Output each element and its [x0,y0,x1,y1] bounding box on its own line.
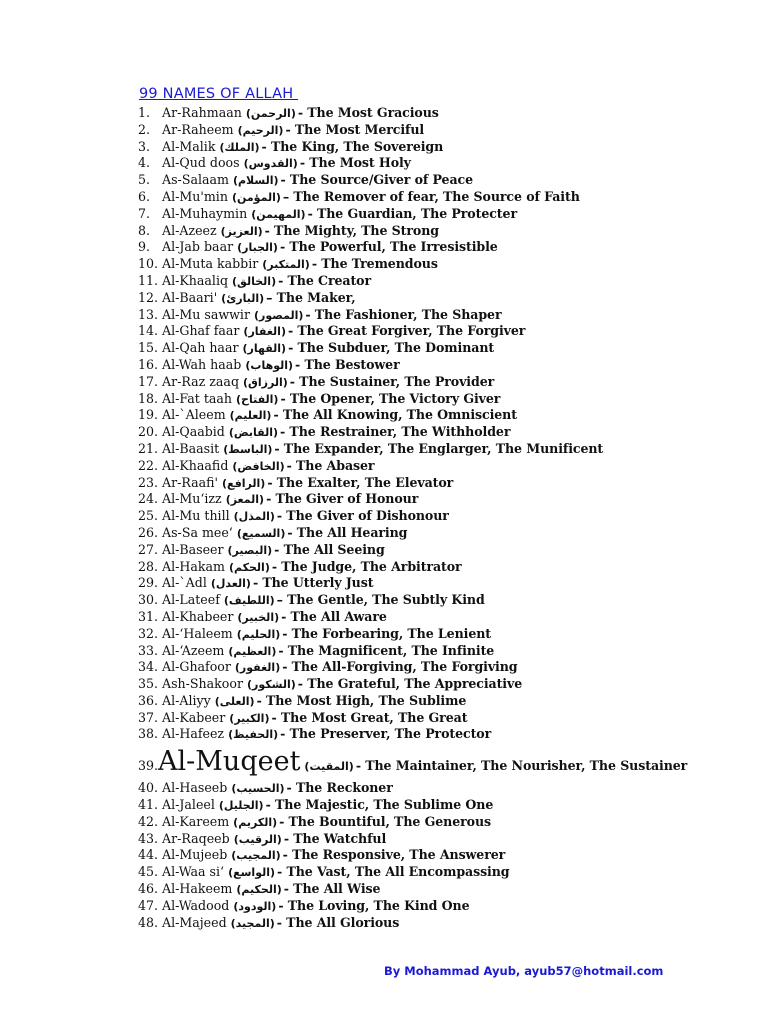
name-row [138,323,758,340]
name-number: 45. [138,864,159,880]
name-row [138,881,758,898]
name-row [138,575,758,592]
meaning-text: - The Watchful [283,830,387,846]
arabic-name: (الحكم) [228,560,270,574]
transliteration: Al-Jab baar [162,239,234,255]
meaning-text: – The Gentle, The Subtly Kind [276,592,485,608]
transliteration: Al-Qaabid [162,424,225,440]
transliteration: Al-Mu thill [162,508,230,524]
name-row [138,898,758,915]
name-row [138,744,758,780]
transliteration: Al-Hafeez [162,726,225,742]
name-row [138,525,758,542]
arabic-name: (الخالق) [232,274,277,288]
transliteration: Al-Malik [162,138,216,154]
name-row [138,139,758,156]
transliteration: Al-Waa si‘ [162,864,225,880]
name-number: 21. [138,440,159,456]
arabic-name: (القدوس) [243,157,298,171]
transliteration: Al-Mu sawwir [162,306,250,322]
transliteration: Al-Baari' [162,289,218,305]
arabic-name: (الرقيب) [233,832,282,846]
name-row [138,491,758,508]
transliteration: Al-Aliyy [162,692,211,708]
transliteration: Ar-Raz zaaq [162,373,240,389]
name-row [138,542,758,559]
meaning-text: - The Giver of Honour [266,491,419,507]
meaning-text: - The Mighty, The Strong [264,222,439,238]
name-number: 27. [138,541,159,557]
arabic-name: (المجيد) [230,916,275,930]
meaning-text: - The Source/Giver of Peace [280,172,473,188]
arabic-name: (الرحمن) [245,107,296,120]
meaning-text: - The Most Great, The Great [271,709,468,725]
meaning-text: - The Restrainer, The Withholder [280,424,511,440]
meaning-text: - The All Knowing, The Omniscient [273,407,517,423]
arabic-name: (المتكبر) [262,258,310,272]
name-number: 18. [138,390,159,406]
meaning-text: - The Creator [278,272,372,288]
meaning-text: - The All Hearing [287,524,408,540]
arabic-name: (الشكور) [247,678,296,692]
name-number: 38. [138,726,159,742]
transliteration: Al-`Aleem [162,407,226,423]
transliteration: Al-Khaaliq [162,272,229,288]
arabic-name: (المقيت) [304,760,354,774]
name-number: 4. [138,155,151,171]
name-number: 31. [138,608,159,624]
meaning-text: - The All-Forgiving, The Forgiving [282,659,518,675]
arabic-name: (الكبير) [229,711,270,725]
arabic-name: (الحفيظ) [228,728,279,742]
arabic-name: (المجيب) [231,849,281,863]
transliteration: Al-Azeez [162,222,217,238]
arabic-name: (الودود) [233,899,277,913]
arabic-name: (الوهاب) [245,358,294,372]
name-row [138,407,758,424]
name-row [138,307,758,324]
transliteration: Al-‘Haleem [162,625,233,641]
meaning-text: - The Subduer, The Dominant [288,340,495,356]
transliteration: Ash-Shakoor [162,676,243,692]
name-number: 29. [138,575,159,591]
arabic-name: (السميع) [236,526,286,540]
meaning-text: - The Loving, The Kind One [278,897,470,913]
meaning-text: - The Powerful, The Irresistible [279,239,498,255]
name-row [138,643,758,660]
name-number: 41. [138,797,159,813]
meaning-text: - The Majestic, The Sublime One [265,797,494,813]
transliteration: Al-Kabeer [162,709,226,725]
meaning-text: - The Most Merciful [285,121,425,137]
meaning-text: - The Reckoner [286,780,393,796]
transliteration: Al-Qah haar [162,340,239,356]
name-row [138,626,758,643]
name-row [138,290,758,307]
name-row [138,340,758,357]
arabic-name: (الواسع) [228,866,276,880]
name-number: 46. [138,881,159,897]
meaning-text: - The All Seeing [274,541,385,557]
arabic-name: (المؤمن) [231,190,281,204]
name-number: 34. [138,659,159,675]
transliteration: Ar-Raheem [162,121,234,137]
arabic-name: (المعز) [225,493,265,507]
meaning-text: - The Opener, The Victory Giver [280,390,501,406]
arabic-name: (السلام) [232,174,279,188]
arabic-name: (العظيم) [228,644,277,658]
transliteration: Al-Jaleel [162,797,215,813]
arabic-name: (القابض) [228,426,279,440]
transliteration: Al-Muqeet [158,746,301,778]
transliteration: Al-Mujeeb [162,847,228,863]
name-number: 3. [138,138,151,154]
name-number: 22. [138,457,159,473]
arabic-name: (الخافض) [232,459,285,473]
transliteration: As-Sa mee‘ [162,524,233,540]
meaning-text: - The All Glorious [276,914,400,930]
name-number: 6. [138,188,151,204]
meaning-text: - The Giver of Dishonour [276,508,449,524]
meaning-text: - The Maintainer, The Nourisher, The Sustainer [355,758,688,774]
transliteration: Al-`Adl [162,575,207,591]
arabic-name: (الكريم) [233,815,278,829]
meaning-text: - The Fashioner, The Shaper [305,306,502,322]
meaning-text: - The Responsive, The Answerer [282,847,506,863]
meaning-text: - The Guardian, The Protecter [307,205,517,221]
transliteration: Al-Muta kabbir [162,256,259,272]
name-row [138,374,758,391]
author-footer: By Mohammad Ayub, ayub57@hotmail.com [384,964,664,978]
name-row [138,189,758,206]
name-row [138,391,758,408]
name-row [138,424,758,441]
meaning-text: - The Forbearing, The Lenient [282,625,492,641]
name-row [138,693,758,710]
transliteration: Al-Fat taah [162,390,233,406]
arabic-name: (الخبير) [237,610,280,624]
meaning-text: – The Remover of fear, The Source of Faith [282,188,580,204]
transliteration: Al-Qud doos [162,155,240,171]
names-list [138,105,758,931]
arabic-name: (المذل) [233,510,275,524]
transliteration: Ar-Raafi' [162,474,219,490]
transliteration: Ar-Raqeeb [162,830,230,846]
transliteration: Al-‘Azeem [162,642,225,658]
name-row [138,239,758,256]
name-row [138,710,758,727]
name-number: 16. [138,356,159,372]
name-number: 39. [138,758,159,774]
name-number: 9. [138,239,151,255]
arabic-name: (الحكيم) [236,883,282,897]
meaning-text: - The Expander, The Englarger, The Munificent [274,440,604,456]
name-row [138,105,758,122]
arabic-name: (الباسط) [223,442,273,456]
arabic-name: (الفتاح) [236,392,279,406]
name-row [138,797,758,814]
arabic-name: (الملك) [219,140,260,154]
arabic-name: (البارئ) [221,291,265,305]
transliteration: Al-Wadood [162,897,230,913]
name-number: 24. [138,491,159,507]
meaning-text: – The Maker, [266,289,356,305]
meaning-text: - The Judge, The Arbitrator [271,558,462,574]
meaning-text: - The Bountiful, The Generous [279,813,491,829]
name-number: 19. [138,407,159,423]
name-number: 10. [138,256,159,272]
name-number: 14. [138,323,159,339]
meaning-text: - The Most High, The Sublime [256,692,467,708]
name-row [138,831,758,848]
name-row [138,864,758,881]
transliteration: Ar-Rahmaan [162,105,242,120]
transliteration: Al-Majeed [162,914,227,930]
name-number: 26. [138,524,159,540]
name-number: 25. [138,508,159,524]
transliteration: Al-Ghafoor [162,659,231,675]
name-number: 44. [138,847,159,863]
arabic-name: (الرزاق) [243,375,288,389]
meaning-text: - The Exalter, The Elevator [267,474,454,490]
meaning-text: - The Utterly Just [252,575,374,591]
name-number: 42. [138,813,159,829]
arabic-name: (العدل) [210,577,251,591]
name-row [138,559,758,576]
meaning-text: - The All Wise [283,881,381,897]
name-row [138,206,758,223]
name-row [138,915,758,932]
name-number: 40. [138,780,159,796]
name-number: 17. [138,373,159,389]
arabic-name: (الجليل) [218,799,264,813]
name-row [138,256,758,273]
name-row [138,458,758,475]
meaning-text: - The King, The Sovereign [261,138,444,154]
arabic-name: (المصور) [253,308,304,322]
meaning-text: - The Grateful, The Appreciative [297,676,523,692]
arabic-name: (الغفار) [243,325,286,339]
name-row [138,475,758,492]
name-number: 43. [138,830,159,846]
arabic-name: (الجبار) [237,241,278,255]
transliteration: Al-Mu‘izz [162,491,222,507]
page-title: 99 NAMES OF ALLAH [139,86,299,102]
meaning-text: - The Sustainer, The Provider [289,373,495,389]
arabic-name: (اللطيف) [223,594,275,608]
name-number: 48. [138,914,159,930]
name-number: 30. [138,592,159,608]
name-number: 5. [138,172,151,188]
name-number: 7. [138,205,151,221]
name-row [138,592,758,609]
name-number: 36. [138,692,159,708]
meaning-text: - The Most Gracious [297,105,439,120]
arabic-name: (الحسيب) [231,782,285,796]
name-number: 32. [138,625,159,641]
name-number: 20. [138,424,159,440]
transliteration: Al-Hakam [162,558,225,574]
name-row [138,223,758,240]
arabic-name: (الغفور) [234,661,281,675]
name-row [138,676,758,693]
meaning-text: - The Magnificent, The Infinite [278,642,495,658]
arabic-name: (العلى) [214,694,255,708]
arabic-name: (المهيمن) [251,207,306,221]
transliteration: Al-Khaafid [162,457,229,473]
name-number: 35. [138,676,159,692]
name-row [138,122,758,139]
transliteration: As-Salaam [162,172,229,188]
transliteration: Al-Baseer [162,541,224,557]
name-number: 37. [138,709,159,725]
transliteration: Al-Haseeb [162,780,228,796]
transliteration: Al-Hakeem [162,881,233,897]
meaning-text: - The Preserver, The Protector [280,726,492,742]
transliteration: Al-Khabeer [162,608,234,624]
transliteration: Al-Mu'min [162,188,228,204]
transliteration: Al-Lateef [162,592,220,608]
name-row [138,609,758,626]
name-number: 2. [138,121,151,137]
name-number: 28. [138,558,159,574]
name-row [138,659,758,676]
name-row [138,172,758,189]
transliteration: Al-Ghaf faar [162,323,240,339]
arabic-name: (الرحيم) [237,123,284,137]
name-row [138,155,758,172]
meaning-text: - The Tremendous [311,256,438,272]
name-number: 15. [138,340,159,356]
arabic-name: (العزيز) [220,224,263,238]
name-row [138,273,758,290]
name-row [138,814,758,831]
name-row [138,847,758,864]
meaning-text: - The Great Forgiver, The Forgiver [287,323,526,339]
name-number: 13. [138,306,159,322]
transliteration: Al-Muhaymin [162,205,248,221]
name-number: 1. [138,105,151,120]
transliteration: Al-Wah haab [162,356,242,372]
name-row [138,441,758,458]
name-number: 11. [138,272,159,288]
name-number: 8. [138,222,151,238]
meaning-text: - The Abaser [286,457,375,473]
meaning-text: - The Vast, The All Encompassing [277,864,510,880]
name-row [138,508,758,525]
name-number: 23. [138,474,159,490]
arabic-name: (الحليم) [236,627,281,641]
name-number: 33. [138,642,159,658]
arabic-name: (البصير) [227,543,273,557]
name-row [138,726,758,743]
arabic-name: (العليم) [229,409,272,423]
name-number: 12. [138,289,159,305]
transliteration: Al-Baasit [162,440,220,456]
meaning-text: - The Bestower [295,356,400,372]
arabic-name: (الرافع) [222,476,266,490]
meaning-text: - The All Aware [281,608,387,624]
arabic-name: (القهار) [242,342,287,356]
meaning-text: - The Most Holy [299,155,411,171]
name-number: 47. [138,897,159,913]
transliteration: Al-Kareem [162,813,230,829]
name-row [138,357,758,374]
